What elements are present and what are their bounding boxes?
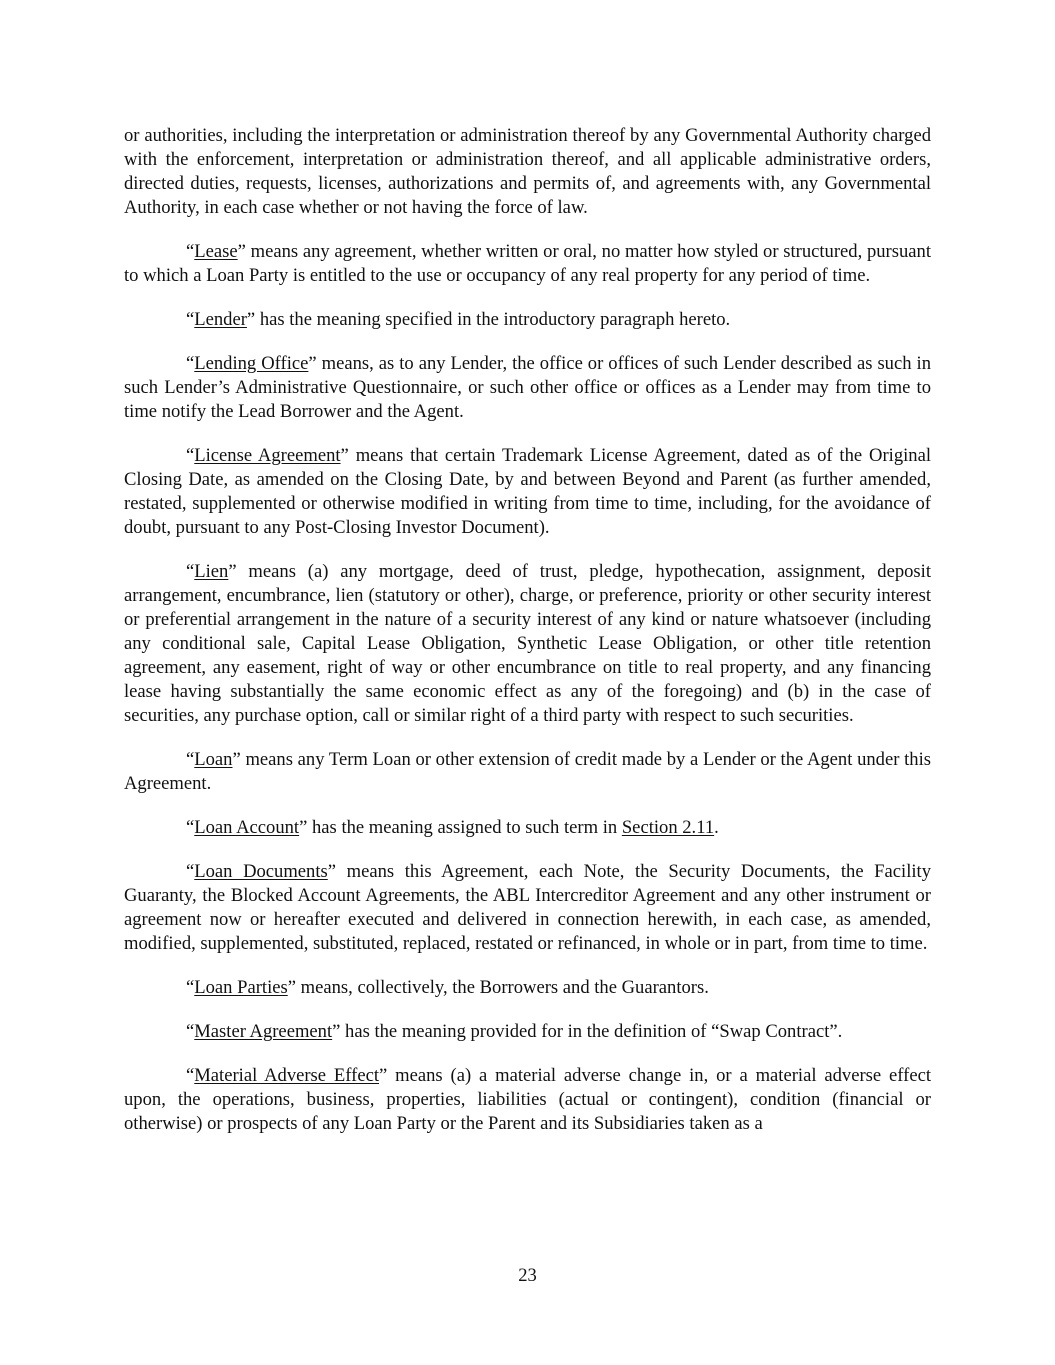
definition-body: means that certain Trademark License Agreement, dated as of the Original Closing Date, as amended on the Closing Date, by and between Beyond and Parent (as further amended, restated, supplemented or otherwise modified in writing from time to time, including, for the avoidance of doubt, pursuant to any Post-Closing Investor Document).	[124, 445, 931, 538]
definition-lien	[124, 560, 931, 728]
open-quote: “	[186, 561, 195, 582]
definition-body: has the meaning assigned to such term in	[307, 817, 622, 838]
definition-lease	[124, 240, 931, 288]
open-quote: “	[186, 309, 195, 330]
defined-term: Lease	[194, 241, 238, 262]
close-quote: ”	[340, 445, 349, 466]
close-quote: ”	[232, 749, 241, 770]
definition-master-agreement	[124, 1020, 931, 1044]
defined-term: Loan	[194, 749, 233, 770]
defined-term: Lien	[194, 561, 229, 582]
definition-body: means, collectively, the Borrowers and the Guarantors.	[296, 977, 709, 998]
definition-material-adverse-effect	[124, 1064, 931, 1136]
definition-body: has the meaning specified in the introductory paragraph hereto.	[255, 309, 731, 330]
definition-body: means any agreement, whether written or oral, no matter how styled or structured, pursuant to which a Loan Party is entitled to the use or occupancy of any real property for any period of time.	[124, 241, 931, 286]
close-quote: ”	[299, 817, 308, 838]
close-quote: ”	[308, 353, 317, 374]
close-quote: ”	[246, 309, 256, 330]
open-quote: “	[186, 977, 195, 998]
open-quote: “	[186, 353, 195, 374]
open-quote: “	[186, 861, 195, 882]
open-quote: “	[186, 445, 195, 466]
close-quote: ”	[379, 1065, 388, 1086]
definition-lending-office	[124, 352, 931, 424]
definition-loan	[124, 748, 931, 796]
definition-body: means (a) any mortgage, deed of trust, pledge, hypothecation, assignment, deposit arrangement, encumbrance, lien (statutory or other), charge, or preference, priority or other security interest or preferential arrangement in the nature of a security interest of any kind or nature whatsoever (including any conditional sale, Capital Lease Obligation, Synthetic Lease Obligation, or other title retention agreement, any easement, right of way or other encumbrance on title to real property, and any financing lease having substantially the same economic effect as any of the foregoing) and (b) in the case of securities, any purchase option, call or similar right of a third party with respect to such securities.	[124, 561, 931, 726]
page-number: 23	[518, 1265, 537, 1286]
definition-loan-documents	[124, 860, 931, 956]
defined-term: Loan Parties	[194, 977, 288, 998]
defined-term: Lending Office	[194, 353, 309, 374]
open-quote: “	[186, 817, 195, 838]
defined-term: Loan Documents	[194, 861, 328, 882]
definition-body: means this Agreement, each Note, the Security Documents, the Facility Guaranty, the Blocked Account Agreements, the ABL Intercreditor Agreement and any other instrument or agreement now or hereafter executed and delivered in connection herewith, in each case, as amended, modified, supplemented, substituted, replaced, restated or refinanced, in whole or in part, from time to time.	[124, 861, 931, 954]
definition-license-agreement	[124, 444, 931, 540]
close-quote: ”	[228, 561, 237, 582]
definition-body: means any Term Loan or other extension of credit made by a Lender or the Agent under this Agreement.	[124, 749, 931, 794]
definition-loan-account	[124, 816, 931, 840]
close-quote: ”	[287, 977, 296, 998]
open-quote: “	[186, 749, 195, 770]
definition-body: means, as to any Lender, the office or offices of such Lender described as such in such Lender’s Administrative Questionnaire, or such other office or offices as a Lender may from time to time notify the Lead Borrower and the Agent.	[124, 353, 931, 422]
open-quote: “	[186, 1065, 195, 1086]
definition-tail: .	[714, 817, 719, 838]
defined-term: Loan Account	[194, 817, 300, 838]
paragraph-text: or authorities, including the interpretation or administration thereof by any Governmental Authority charged with the enforcement, interpretation or administration thereof, and all applicable administrative orders, directed duties, requests, licenses, authorizations and permits of, and agreements with, any Governmental Authority, in each case whether or not having the force of law.	[124, 125, 931, 218]
section-reference: Section 2.11	[621, 817, 715, 838]
defined-term: Master Agreement	[194, 1021, 333, 1042]
open-quote: “	[186, 241, 195, 262]
definition-body: has the meaning provided for in the definition of “Swap Contract”.	[340, 1021, 843, 1042]
definition-body: means (a) a material adverse change in, or a material adverse effect upon, the operations, business, properties, liabilities (actual or contingent), condition (financial or otherwise) or prospects of any Loan Party or the Parent and its Subsidiaries taken as a	[124, 1065, 931, 1134]
defined-term: License Agreement	[194, 445, 341, 466]
close-quote: ”	[237, 241, 246, 262]
close-quote: ”	[332, 1021, 341, 1042]
document-page	[124, 124, 931, 1156]
defined-term: Lender	[194, 309, 247, 330]
close-quote: ”	[327, 861, 337, 882]
definition-lender	[124, 308, 931, 332]
definition-loan-parties	[124, 976, 931, 1000]
open-quote: “	[186, 1021, 195, 1042]
paragraph-continuation	[124, 124, 931, 220]
defined-term: Material Adverse Effect	[194, 1065, 379, 1086]
